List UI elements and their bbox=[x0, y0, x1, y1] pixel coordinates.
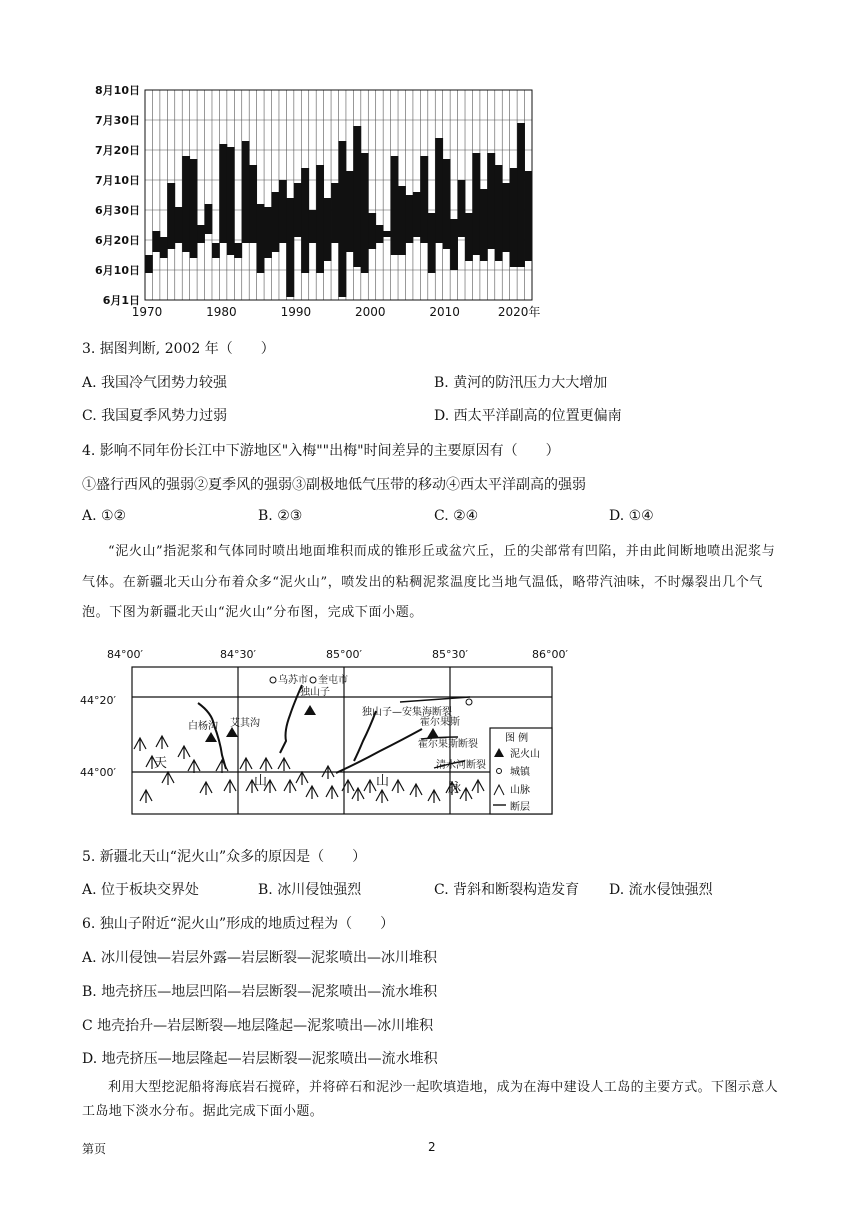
passage-mud-volcano: “泥火山”指泥浆和气体同时喷出地面堆积而成的锥形丘或盆穴丘，丘的尖部常有凹陷，并由此间断地喷出泥浆与气体。在新疆北天山分布着众多“泥火山”，喷发出的粘稠泥浆温度比当地气温低，略带汽油味，不时爆裂出几个气泡。下图为新疆北天山“泥火山”分布图，完成下面小题。 bbox=[82, 544, 776, 620]
question-4-option-b: B. ②③ bbox=[258, 508, 303, 524]
map-mountain-symbol bbox=[322, 766, 334, 779]
question-4-option-d: D. ①④ bbox=[609, 508, 654, 524]
chart-bar-1972 bbox=[160, 237, 168, 258]
chart-bar-2015 bbox=[480, 189, 488, 261]
chart-y-tick-label: 7月30日 bbox=[95, 114, 140, 127]
question-6-stem: 6. 独山子附近“泥火山”形成的地质过程为（ ） bbox=[82, 916, 395, 932]
map-mountain-symbol bbox=[306, 786, 318, 799]
map-mountain-symbol bbox=[188, 760, 200, 773]
chart-bar-2001 bbox=[376, 225, 384, 243]
map-legend-town: 城镇 bbox=[510, 767, 530, 778]
map-mountain-symbol bbox=[224, 780, 236, 793]
map-label-wusu: 乌苏市 bbox=[278, 675, 308, 686]
map-lon-label-2: 84°30′ bbox=[220, 648, 256, 661]
footer-page-label: 第页 bbox=[82, 1142, 107, 1156]
map-town-kuitun bbox=[310, 677, 316, 683]
chart-bar-1975 bbox=[182, 156, 190, 252]
chart-y-tick-label: 7月10日 bbox=[95, 174, 140, 187]
chart-y-tick-label: 6月20日 bbox=[95, 234, 140, 247]
map-legend-town-icon bbox=[497, 769, 502, 774]
map-mountain-symbol bbox=[216, 760, 228, 773]
chart-bar-1998 bbox=[353, 126, 361, 267]
chart-bar-1984 bbox=[249, 165, 257, 243]
map-range-char-2: 山 bbox=[254, 774, 268, 789]
chart-bar-1996 bbox=[339, 141, 347, 297]
map-volcano-dushanzi bbox=[304, 705, 316, 715]
chart-bar-2007 bbox=[420, 156, 428, 243]
chart-bar-1973 bbox=[167, 183, 175, 249]
chart-x-tick-label: 2000 bbox=[354, 305, 386, 319]
map-mountain-symbol bbox=[156, 736, 168, 749]
question-4-option-a: A. ①② bbox=[82, 508, 127, 524]
map-label-dushanzi: 独山子 bbox=[300, 687, 330, 698]
question-4-stem: 4. 影响不同年份长江中下游地区"入梅""出梅"时间差异的主要原因有（ ） bbox=[82, 443, 560, 459]
question-5-option-c: C. 背斜和断裂构造发育 bbox=[434, 882, 580, 898]
map-mountain-symbol bbox=[134, 738, 146, 751]
question-3-option-d: D. 西太平洋副高的位置更偏南 bbox=[434, 408, 622, 424]
chart-bar-2021 bbox=[525, 171, 533, 261]
map-label-fault3: 清水河断裂 bbox=[436, 760, 486, 771]
chart-bar-1988 bbox=[279, 180, 287, 243]
chart-bar-1999 bbox=[361, 153, 369, 273]
map-volcano-baiyanggou bbox=[205, 732, 217, 742]
chart-bar-2000 bbox=[368, 213, 376, 249]
chart-bar-1991 bbox=[301, 168, 309, 273]
chart-bar-1980 bbox=[219, 144, 227, 243]
chart-bar-1977 bbox=[197, 225, 205, 243]
map-legend-title: 图 例 bbox=[505, 733, 529, 744]
map-lon-label-4: 85°30′ bbox=[432, 648, 468, 661]
chart-x-tick-label: 1980 bbox=[206, 305, 237, 319]
map-label-fault1: 独山子—安集海断裂 bbox=[362, 707, 452, 718]
question-4-option-c: C. ②④ bbox=[434, 508, 479, 524]
map-label-kuitun: 奎屯市 bbox=[318, 675, 348, 686]
chart-bar-2009 bbox=[435, 138, 443, 243]
chart-bar-2020 bbox=[517, 123, 525, 267]
chart-bar-2006 bbox=[413, 192, 421, 237]
map-lat-label-2: 44°00′ bbox=[80, 766, 116, 779]
map-mountain-symbol bbox=[376, 790, 388, 803]
map-mountain-symbol bbox=[296, 772, 308, 785]
chart-bar-1994 bbox=[324, 198, 332, 261]
map-mountain-symbol bbox=[392, 780, 404, 793]
question-5-option-b: B. 冰川侵蚀强烈 bbox=[258, 882, 362, 898]
chart-bar-2010 bbox=[443, 159, 451, 249]
passage-artificial-island: 利用大型挖泥船将海底岩石搅碎，并将碎石和泥沙一起吹填造地，成为在海中建设人工岛的主要方式。下图示意人工岛地下淡水分布。据此完成下面小题。 bbox=[82, 1080, 779, 1119]
chart-bar-1987 bbox=[272, 192, 280, 252]
chart-bar-2014 bbox=[472, 153, 480, 255]
map-mountain-symbol bbox=[140, 790, 152, 803]
question-4-items: ①盛行西风的强弱②夏季风的强弱③副极地低气压带的移动④西太平洋副高的强弱 bbox=[82, 477, 586, 493]
chart-bar-1974 bbox=[175, 207, 183, 243]
map-volcano-huoerguosi bbox=[427, 728, 439, 738]
chart-bar-1978 bbox=[205, 204, 213, 234]
question-3-option-a: A. 我国冷气团势力较强 bbox=[82, 375, 228, 391]
map-mountain-symbol bbox=[260, 758, 272, 771]
chart-bar-2011 bbox=[450, 219, 458, 270]
map-label-fault2: 霍尔果斯断裂 bbox=[418, 739, 478, 750]
question-6-option-a: A. 冰川侵蚀—岩层外露—岩层断裂—泥浆喷出—冰川堆积 bbox=[82, 950, 438, 966]
chart-y-tick-label: 6月10日 bbox=[95, 264, 140, 277]
map-legend bbox=[490, 728, 552, 814]
map-mountain-symbol bbox=[472, 780, 484, 793]
chart-bar-1990 bbox=[294, 183, 302, 237]
map-mountain-symbol bbox=[200, 782, 212, 795]
question-6-option-d: D. 地壳挤压—地层隆起—岩层断裂—泥浆喷出—流水堆积 bbox=[82, 1051, 438, 1067]
chart-bar-1989 bbox=[286, 198, 294, 297]
chart-x-tick-labels bbox=[132, 304, 541, 319]
chart-bar-1986 bbox=[264, 207, 272, 258]
map-legend-fault: 断层 bbox=[510, 802, 530, 813]
map-lon-label-1: 84°00′ bbox=[107, 648, 143, 661]
chart-bar-1976 bbox=[190, 159, 198, 258]
chart-bar-2012 bbox=[458, 180, 466, 237]
chart-bar-2002 bbox=[383, 231, 391, 237]
map-mountain-symbol bbox=[278, 758, 290, 771]
chart-y-tick-label: 6月1日 bbox=[102, 294, 140, 307]
chart-bar-2018 bbox=[502, 183, 510, 252]
map-mountain-symbol bbox=[240, 758, 252, 771]
chart-bar-2013 bbox=[465, 213, 473, 261]
chart-bar-1981 bbox=[227, 147, 235, 255]
chart-bar-1982 bbox=[234, 243, 242, 258]
chart-bar-2017 bbox=[495, 165, 503, 261]
map-legend-volcano: 泥火山 bbox=[510, 749, 540, 760]
map-label-baiyanggou: 白杨沟 bbox=[188, 721, 218, 732]
chart-y-tick-label: 7月20日 bbox=[95, 144, 140, 157]
question-5-stem: 5. 新疆北天山“泥火山”众多的原因是（ ） bbox=[82, 849, 367, 865]
map-range-char-3: 山 bbox=[376, 774, 390, 789]
question-3-stem: 3. 据图判断, 2002 年（ ） bbox=[82, 341, 275, 357]
chart-bar-1970 bbox=[145, 255, 153, 273]
chart-y-tick-label: 6月30日 bbox=[95, 204, 140, 217]
mud-volcano-map bbox=[80, 645, 580, 820]
chart-bar-2019 bbox=[510, 168, 518, 267]
question-6-option-c: C 地壳抬升—岩层断裂—地层隆起—泥浆喷出—冰川堆积 bbox=[82, 1018, 434, 1034]
map-mountain-symbol bbox=[410, 784, 422, 797]
map-lon-label-3: 85°00′ bbox=[326, 648, 362, 661]
chart-bar-1995 bbox=[331, 183, 339, 243]
chart-x-tick-label: 1990 bbox=[280, 305, 312, 319]
chart-bar-1971 bbox=[152, 231, 160, 252]
question-3-option-c: C. 我国夏季风势力过弱 bbox=[82, 408, 228, 424]
map-lat-label-1: 44°20′ bbox=[80, 694, 116, 707]
chart-x-tick-label: 1970 bbox=[131, 305, 163, 319]
map-mountain-symbol bbox=[326, 786, 338, 799]
chart-bar-2016 bbox=[487, 153, 495, 249]
map-mountain-symbol bbox=[162, 772, 174, 785]
chart-y-tick-labels bbox=[95, 84, 140, 307]
chart-y-tick-label: 8月10日 bbox=[95, 84, 140, 97]
map-mountain-symbol bbox=[460, 788, 472, 801]
map-mountain-symbol bbox=[178, 746, 190, 759]
chart-x-tick-label: 2010 bbox=[429, 305, 460, 319]
chart-bar-1983 bbox=[242, 141, 250, 243]
map-label-huoerguosi: 霍尔果斯 bbox=[420, 717, 460, 728]
chart-bar-2003 bbox=[391, 156, 399, 255]
meiyu-chart bbox=[60, 78, 541, 328]
map-frame bbox=[132, 667, 552, 814]
map-town-wusu bbox=[270, 677, 276, 683]
chart-bar-1992 bbox=[309, 210, 317, 243]
chart-bar-1997 bbox=[346, 171, 354, 252]
footer-page-number: 2 bbox=[428, 1140, 436, 1154]
map-lon-label-5: 86°00′ bbox=[532, 648, 568, 661]
map-town-east bbox=[466, 699, 472, 705]
question-5-option-d: D. 流水侵蚀强烈 bbox=[609, 882, 713, 898]
chart-bar-1993 bbox=[316, 165, 324, 273]
map-range-char-1: 天 bbox=[154, 756, 168, 771]
chart-bar-2005 bbox=[405, 195, 413, 243]
chart-x-tick-label: 2020年 bbox=[497, 305, 541, 319]
question-3-option-b: B. 黄河的防汛压力大大增加 bbox=[434, 375, 608, 391]
map-legend-mountain: 山脉 bbox=[510, 785, 530, 796]
question-5-option-a: A. 位于板块交界处 bbox=[82, 882, 200, 898]
chart-bar-2004 bbox=[398, 186, 406, 255]
chart-bar-1979 bbox=[212, 243, 220, 258]
chart-bar-1985 bbox=[257, 204, 265, 273]
map-mountain-symbol bbox=[364, 780, 376, 793]
map-mountain-symbol bbox=[428, 790, 440, 803]
map-range-char-4: 脉 bbox=[448, 781, 462, 796]
question-6-option-b: B. 地壳挤压—地层凹陷—岩层断裂—泥浆喷出—流水堆积 bbox=[82, 984, 438, 1000]
chart-bar-2008 bbox=[428, 213, 436, 273]
map-mountain-symbol bbox=[284, 780, 296, 793]
map-label-aiqigou: 艾其沟 bbox=[230, 718, 260, 729]
